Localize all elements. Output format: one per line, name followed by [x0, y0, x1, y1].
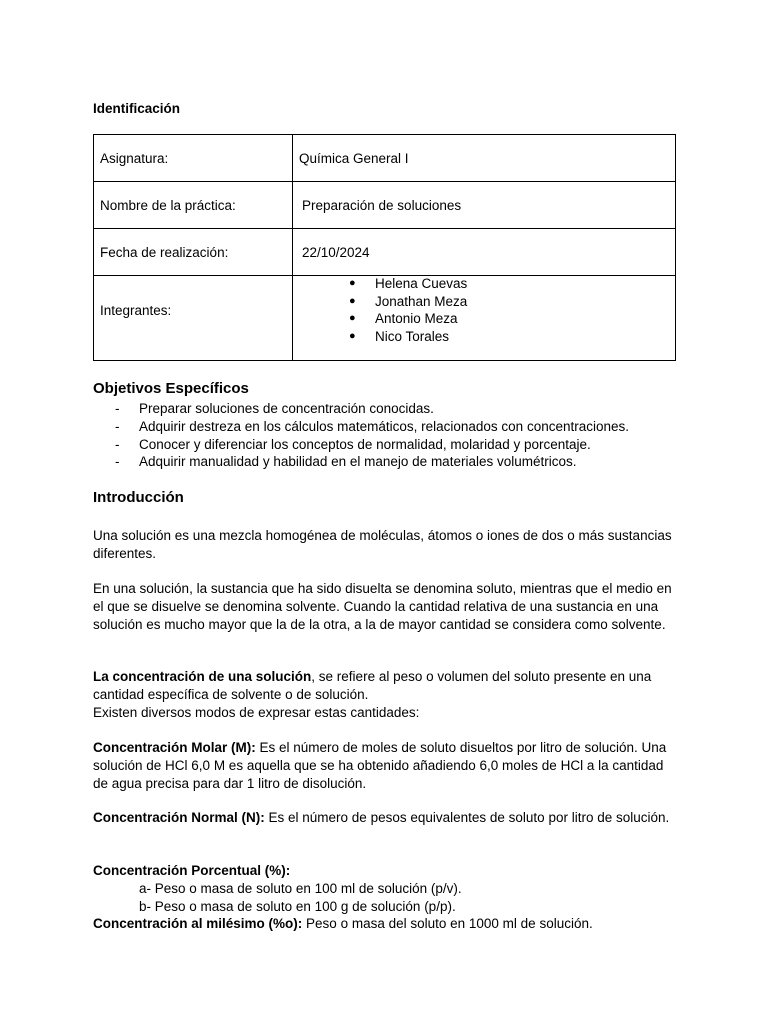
list-item: ● Nico Torales: [349, 328, 669, 346]
identification-heading: Identificación: [93, 101, 181, 116]
date-label: Fecha de realización:: [94, 229, 293, 276]
concentration-term: La concentración de una solución: [93, 669, 312, 684]
concentration-modes-intro: Existen diversos modos de expresar estas cantidades:: [93, 704, 420, 720]
date-value: 22/10/2024: [293, 229, 676, 276]
members-cell: [293, 276, 676, 361]
identification-table: [93, 134, 676, 361]
list-item: ● Antonio Meza: [349, 310, 669, 328]
list-item: - Preparar soluciones de concentración conocidas.: [93, 400, 629, 418]
concentration-definition: , se refiere al peso o volumen del soluto presente en una cantidad específica de solvente o de solución.: [93, 669, 652, 702]
molar-definition: Es el número de moles de soluto disueltos por litro de solución. Una solución de HCl 6,0 M es aquella que se ha obtenido añadiendo 6,0 moles de HCl a la cantidad de agua precisa para dar 1 litro de disolución.: [93, 740, 667, 791]
intro-paragraph-2: En una solución, la sustancia que ha sido disuelta se denomina soluto, mientras que el medio en el que se disuelve se denomina solvente. Cuando la cantidad relativa de una sustancia en una solución es mucho mayor que la de la otra, a la de mayor cantidad se considera como solvente.: [93, 581, 672, 632]
list-item: - Conocer y diferenciar los conceptos de normalidad, molaridad y porcentaje.: [93, 436, 629, 454]
members-label-cell: [94, 276, 293, 361]
list-item: ● Jonathan Meza: [349, 293, 669, 311]
members-list: [299, 275, 669, 345]
table-row: [94, 135, 676, 182]
table-row: [94, 182, 676, 229]
permil-term: Concentración al milésimo (%o):: [93, 916, 303, 932]
practice-name-label: Nombre de la práctica:: [94, 182, 293, 229]
subject-label: Asignatura:: [94, 135, 293, 182]
permil-definition: Peso o masa del soluto en 1000 ml de solución.: [302, 916, 593, 932]
list-item: - Adquirir destreza en los cálculos matemáticos, relacionados con concentraciones.: [93, 418, 629, 436]
normal-paragraph: [93, 809, 673, 827]
normal-term: Concentración Normal (N):: [93, 810, 265, 825]
introduction-heading: Introducción: [93, 489, 184, 506]
percent-option-a: a- Peso o masa de soluto en 100 ml de solución (p/v).: [139, 880, 462, 896]
practice-name-value: Preparación de soluciones: [293, 182, 676, 229]
members-label: Integrantes:: [100, 302, 172, 318]
molar-term: Concentración Molar (M):: [93, 740, 256, 755]
list-item: ● Helena Cuevas: [349, 275, 669, 293]
subject-value: Química General I: [293, 135, 676, 182]
normal-definition: Es el número de pesos equivalentes de soluto por litro de solución.: [264, 810, 670, 825]
objectives-list: [93, 400, 629, 471]
percent-option-b: b- Peso o masa de soluto en 100 g de solución (p/p).: [139, 898, 456, 914]
table-row: [94, 276, 676, 361]
objectives-heading: Objetivos Específicos: [93, 380, 249, 397]
concentration-paragraph: [93, 668, 673, 721]
list-item: - Adquirir manualidad y habilidad en el manejo de materiales volumétricos.: [93, 453, 629, 471]
molar-paragraph: [93, 739, 673, 792]
intro-paragraph-1: Una solución es una mezcla homogénea de moléculas, átomos o iones de dos o más sustancias diferentes.: [93, 528, 672, 561]
percent-term: Concentración Porcentual (%):: [93, 863, 291, 878]
table-row: [94, 229, 676, 276]
percent-paragraph: [93, 862, 673, 933]
